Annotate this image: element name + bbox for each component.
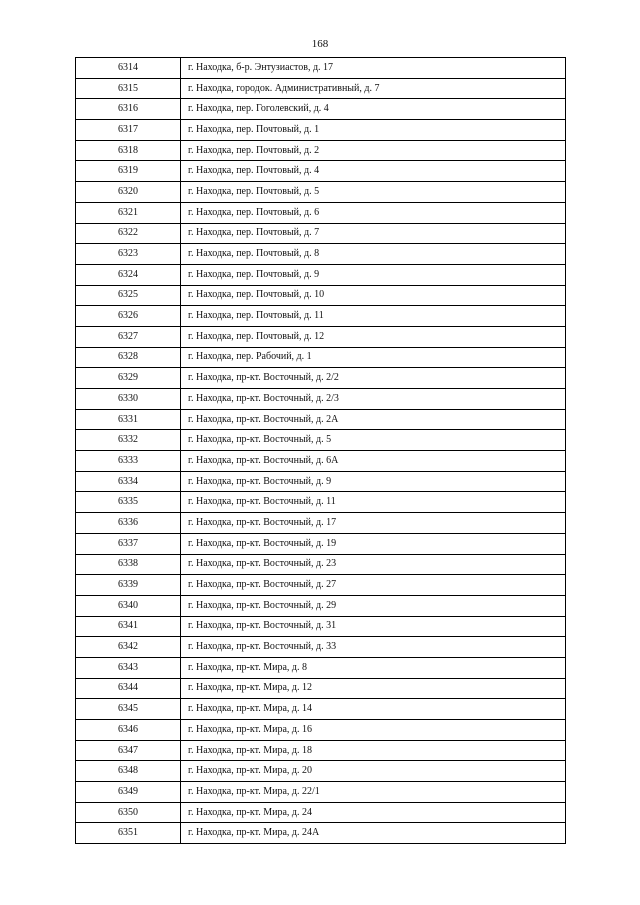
address-cell: г. Находка, пр-кт. Восточный, д. 23 <box>181 554 566 575</box>
table-row <box>76 78 566 99</box>
address-cell: г. Находка, пр-кт. Восточный, д. 29 <box>181 595 566 616</box>
row-number-cell: 6348 <box>76 761 181 782</box>
table-row <box>76 513 566 534</box>
row-number-cell: 6327 <box>76 326 181 347</box>
row-number-cell: 6345 <box>76 699 181 720</box>
row-number-cell: 6339 <box>76 575 181 596</box>
address-cell: г. Находка, городок. Административный, д. 7 <box>181 78 566 99</box>
row-number-cell: 6321 <box>76 202 181 223</box>
address-cell: г. Находка, пр-кт. Мира, д. 20 <box>181 761 566 782</box>
table-row <box>76 161 566 182</box>
table-row <box>76 678 566 699</box>
table-row <box>76 616 566 637</box>
address-cell: г. Находка, пр-кт. Мира, д. 8 <box>181 657 566 678</box>
address-cell: г. Находка, пер. Почтовый, д. 7 <box>181 223 566 244</box>
table-row <box>76 761 566 782</box>
table-row <box>76 409 566 430</box>
address-cell: г. Находка, пер. Почтовый, д. 6 <box>181 202 566 223</box>
row-number-cell: 6323 <box>76 244 181 265</box>
address-cell: г. Находка, пр-кт. Мира, д. 24А <box>181 823 566 844</box>
row-number-cell: 6325 <box>76 285 181 306</box>
table-row <box>76 657 566 678</box>
address-cell: г. Находка, пр-кт. Мира, д. 24 <box>181 802 566 823</box>
table-row <box>76 595 566 616</box>
row-number-cell: 6326 <box>76 306 181 327</box>
address-registry-table <box>75 57 566 844</box>
row-number-cell: 6343 <box>76 657 181 678</box>
address-cell: г. Находка, пр-кт. Восточный, д. 2/2 <box>181 368 566 389</box>
address-cell: г. Находка, пр-кт. Восточный, д. 9 <box>181 471 566 492</box>
address-cell: г. Находка, пер. Почтовый, д. 4 <box>181 161 566 182</box>
row-number-cell: 6341 <box>76 616 181 637</box>
address-cell: г. Находка, пер. Почтовый, д. 2 <box>181 140 566 161</box>
table-row <box>76 120 566 141</box>
table-row <box>76 306 566 327</box>
table-row <box>76 740 566 761</box>
address-cell: г. Находка, пер. Почтовый, д. 5 <box>181 182 566 203</box>
address-cell: г. Находка, пр-кт. Восточный, д. 11 <box>181 492 566 513</box>
table-row <box>76 471 566 492</box>
row-number-cell: 6347 <box>76 740 181 761</box>
row-number-cell: 6350 <box>76 802 181 823</box>
row-number-cell: 6315 <box>76 78 181 99</box>
address-cell: г. Находка, пер. Почтовый, д. 12 <box>181 326 566 347</box>
row-number-cell: 6335 <box>76 492 181 513</box>
table-row <box>76 347 566 368</box>
row-number-cell: 6319 <box>76 161 181 182</box>
row-number-cell: 6342 <box>76 637 181 658</box>
address-cell: г. Находка, б-р. Энтузиастов, д. 17 <box>181 58 566 79</box>
table-row <box>76 389 566 410</box>
row-number-cell: 6332 <box>76 430 181 451</box>
table-row <box>76 244 566 265</box>
row-number-cell: 6316 <box>76 99 181 120</box>
row-number-cell: 6322 <box>76 223 181 244</box>
address-cell: г. Находка, пер. Почтовый, д. 10 <box>181 285 566 306</box>
address-cell: г. Находка, пер. Рабочий, д. 1 <box>181 347 566 368</box>
table-body <box>76 58 566 844</box>
row-number-cell: 6340 <box>76 595 181 616</box>
address-cell: г. Находка, пр-кт. Мира, д. 18 <box>181 740 566 761</box>
address-cell: г. Находка, пр-кт. Восточный, д. 5 <box>181 430 566 451</box>
address-cell: г. Находка, пер. Почтовый, д. 9 <box>181 264 566 285</box>
row-number-cell: 6318 <box>76 140 181 161</box>
row-number-cell: 6344 <box>76 678 181 699</box>
table-row <box>76 182 566 203</box>
table-row <box>76 637 566 658</box>
table-row <box>76 699 566 720</box>
table-row <box>76 782 566 803</box>
address-cell: г. Находка, пер. Гоголевский, д. 4 <box>181 99 566 120</box>
row-number-cell: 6338 <box>76 554 181 575</box>
address-cell: г. Находка, пр-кт. Восточный, д. 33 <box>181 637 566 658</box>
table-row <box>76 264 566 285</box>
address-cell: г. Находка, пр-кт. Восточный, д. 6А <box>181 451 566 472</box>
table-row <box>76 140 566 161</box>
table-row <box>76 430 566 451</box>
table-row <box>76 533 566 554</box>
address-cell: г. Находка, пер. Почтовый, д. 11 <box>181 306 566 327</box>
address-cell: г. Находка, пр-кт. Восточный, д. 17 <box>181 513 566 534</box>
row-number-cell: 6337 <box>76 533 181 554</box>
address-cell: г. Находка, пр-кт. Восточный, д. 27 <box>181 575 566 596</box>
table-row <box>76 554 566 575</box>
address-cell: г. Находка, пер. Почтовый, д. 1 <box>181 120 566 141</box>
address-cell: г. Находка, пр-кт. Мира, д. 16 <box>181 720 566 741</box>
row-number-cell: 6329 <box>76 368 181 389</box>
address-cell: г. Находка, пр-кт. Мира, д. 22/1 <box>181 782 566 803</box>
address-cell: г. Находка, пер. Почтовый, д. 8 <box>181 244 566 265</box>
address-cell: г. Находка, пр-кт. Мира, д. 12 <box>181 678 566 699</box>
address-cell: г. Находка, пр-кт. Восточный, д. 2/3 <box>181 389 566 410</box>
page-number: 168 <box>311 38 329 50</box>
table-row <box>76 223 566 244</box>
table-row <box>76 823 566 844</box>
row-number-cell: 6317 <box>76 120 181 141</box>
row-number-cell: 6314 <box>76 58 181 79</box>
address-cell: г. Находка, пр-кт. Восточный, д. 31 <box>181 616 566 637</box>
table-row <box>76 58 566 79</box>
row-number-cell: 6334 <box>76 471 181 492</box>
table-row <box>76 575 566 596</box>
table-row <box>76 492 566 513</box>
table-row <box>76 326 566 347</box>
row-number-cell: 6330 <box>76 389 181 410</box>
row-number-cell: 6328 <box>76 347 181 368</box>
row-number-cell: 6320 <box>76 182 181 203</box>
row-number-cell: 6333 <box>76 451 181 472</box>
table-row <box>76 802 566 823</box>
row-number-cell: 6349 <box>76 782 181 803</box>
row-number-cell: 6336 <box>76 513 181 534</box>
row-number-cell: 6331 <box>76 409 181 430</box>
table-row <box>76 285 566 306</box>
table-row <box>76 368 566 389</box>
table-row <box>76 99 566 120</box>
table-row <box>76 451 566 472</box>
table-row <box>76 202 566 223</box>
address-cell: г. Находка, пр-кт. Восточный, д. 19 <box>181 533 566 554</box>
address-cell: г. Находка, пр-кт. Мира, д. 14 <box>181 699 566 720</box>
table-row <box>76 720 566 741</box>
row-number-cell: 6351 <box>76 823 181 844</box>
row-number-cell: 6346 <box>76 720 181 741</box>
address-cell: г. Находка, пр-кт. Восточный, д. 2А <box>181 409 566 430</box>
row-number-cell: 6324 <box>76 264 181 285</box>
